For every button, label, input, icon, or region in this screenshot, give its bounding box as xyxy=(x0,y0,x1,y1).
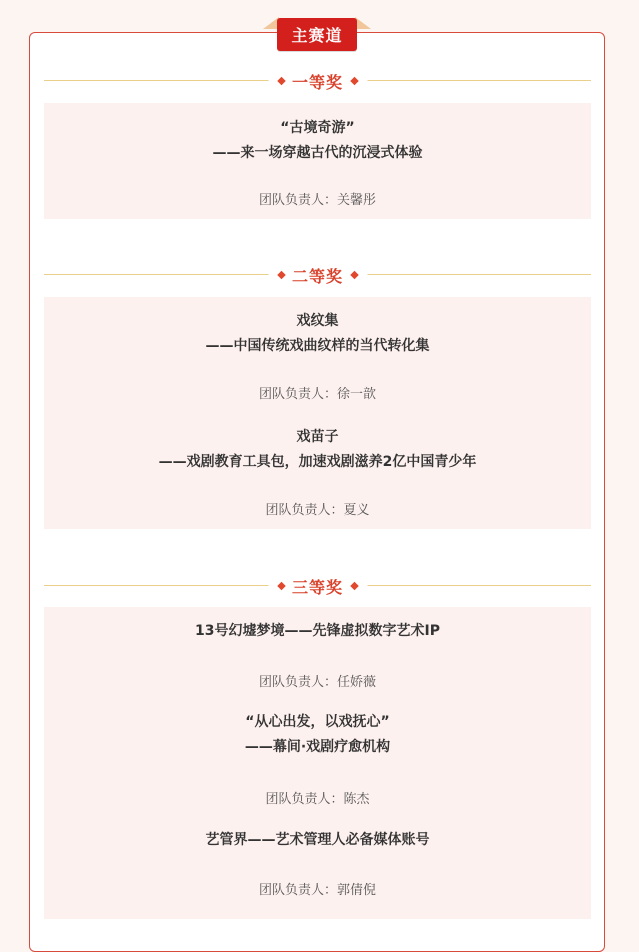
entry-title xyxy=(44,828,591,853)
entry-title xyxy=(44,425,591,475)
entry-title xyxy=(44,116,591,166)
entry-name-line: ——来一场穿越古代的沉浸式体验 xyxy=(212,145,423,161)
team-leader: 团队负责人：陈杰 xyxy=(265,792,370,807)
section-title-tab xyxy=(263,13,371,51)
entry-name-line: ——幕间·戏剧疗愈机构 xyxy=(244,739,391,755)
award-divider-third xyxy=(44,576,591,596)
diamond-icon xyxy=(350,77,358,85)
diamond-icon xyxy=(277,582,285,590)
team-leader: 团队负责人：郭倩倪 xyxy=(258,883,376,898)
entry-name-line: ——中国传统戏曲纹样的当代转化集 xyxy=(205,338,430,354)
entry-name-line: 艺管界——艺术管理人必备媒体账号 xyxy=(205,832,430,848)
award-card-second xyxy=(44,297,591,529)
tab-right-ribbon xyxy=(355,17,371,29)
diamond-icon xyxy=(350,271,358,279)
entry-title xyxy=(44,309,591,359)
award-label-second: 二等奖 xyxy=(291,266,344,286)
award-label-third: 三等奖 xyxy=(291,577,344,597)
award-divider-first xyxy=(44,71,591,91)
diamond-icon xyxy=(350,582,358,590)
team-leader: 团队负责人：徐一歆 xyxy=(258,387,376,402)
entry-name-line: 戏苗子 xyxy=(296,429,339,445)
award-card-third xyxy=(44,607,591,919)
entry-title xyxy=(44,619,591,644)
diamond-icon xyxy=(277,271,285,279)
team-leader: 团队负责人：夏义 xyxy=(265,503,370,518)
entry-name-line: 戏纹集 xyxy=(296,313,339,329)
award-label-first: 一等奖 xyxy=(291,72,344,92)
team-leader: 团队负责人：任娇薇 xyxy=(258,675,376,690)
award-card-first xyxy=(44,103,591,219)
entry-name-line: “从心出发，以戏抚心” xyxy=(245,714,390,730)
entry-name-line: ——戏剧教育工具包，加速戏剧滋养2亿中国青少年 xyxy=(158,454,477,470)
entry-name-line: “古境奇游” xyxy=(280,120,355,136)
entry-title xyxy=(44,710,591,760)
award-divider-second xyxy=(44,265,591,285)
team-leader: 团队负责人：关馨彤 xyxy=(258,193,376,208)
section-title: 主赛道 xyxy=(277,18,357,51)
diamond-icon xyxy=(277,77,285,85)
entry-name-line: 13号幻墟梦境——先锋虚拟数字艺术IP xyxy=(195,623,440,639)
